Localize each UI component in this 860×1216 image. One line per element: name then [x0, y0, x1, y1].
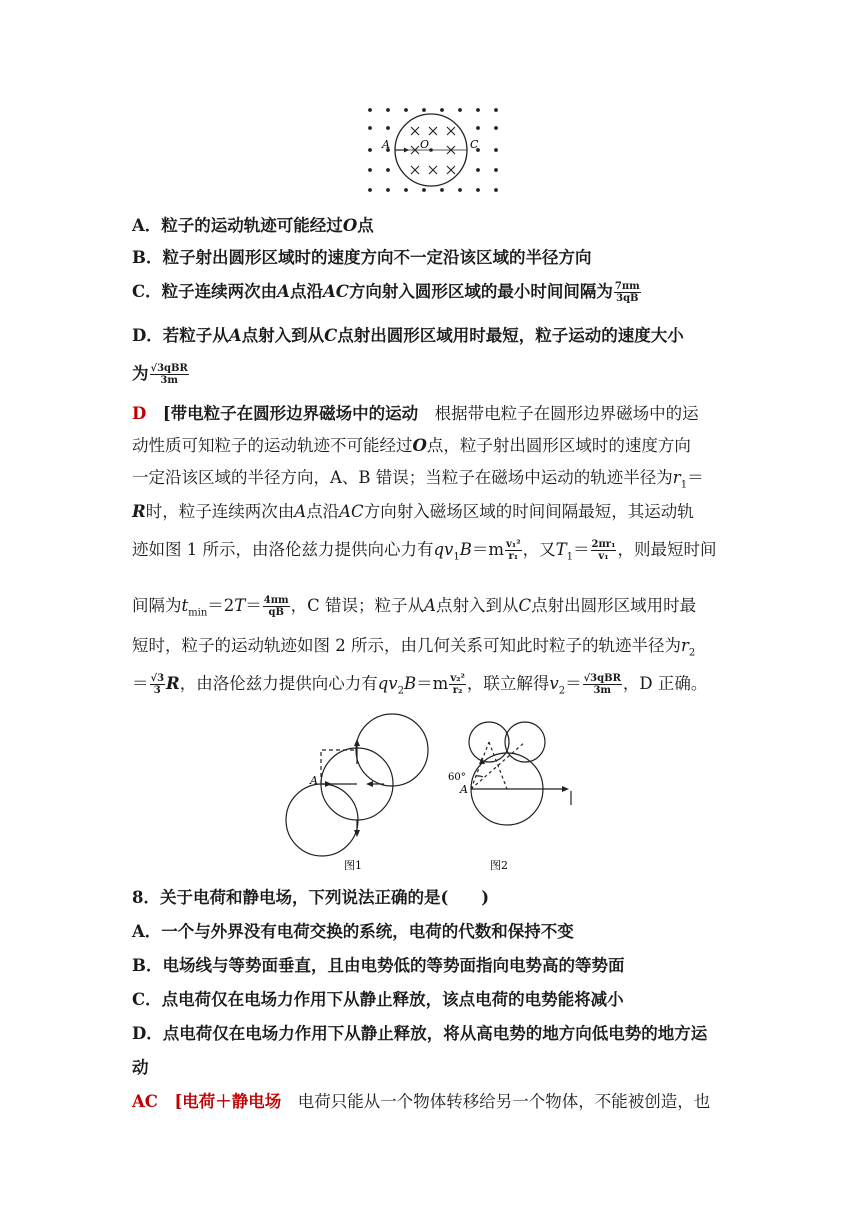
fig2-arrowhead-exit: [562, 786, 569, 792]
field-dot: [458, 108, 462, 112]
answer-q7-line3: 一定沿该区域的半径方向，A、B 错误；当粒子在磁场中运动的轨迹半径为$r_1=$: [132, 468, 704, 491]
field-dot: [494, 148, 498, 152]
fig1-arrowhead-left: [366, 781, 373, 787]
field-dot: [494, 188, 498, 192]
option-c-q8: C．点电荷仅在电场力作用下从静止释放，该点电荷的电势能将减小: [132, 990, 624, 1009]
fig2-label-a: A: [460, 783, 468, 796]
option-c-q7: C．粒子连续两次由A点沿AC方向射入圆形区域的最小时间间隔为 $\frac{7\pi m}{3qB}$: [132, 281, 640, 304]
fig2-label-60: 60°: [448, 772, 466, 783]
fig2-dashed-2: [489, 742, 507, 789]
fig1-label-a: A: [310, 774, 318, 787]
field-dot: [422, 108, 426, 112]
field-dot: [476, 188, 480, 192]
caption-fig1: 图1: [344, 859, 362, 872]
option-d-q7-cont: 为 $\frac{\text{√3qBR}}{3m}$: [132, 363, 188, 386]
field-dot: [494, 168, 498, 172]
field-dot: [458, 188, 462, 192]
fig1-trajectory-lower: [286, 784, 358, 856]
option-a-q8: A．一个与外界没有电荷交换的系统，电荷的代数和保持不变: [132, 922, 574, 941]
field-crosses: [411, 127, 455, 174]
fraction: $\frac{\text{v₂²}}{\text{r₂}}$: [450, 673, 465, 696]
field-dot: [422, 188, 426, 192]
field-cross: [447, 127, 455, 135]
fig2-dashed-1: [471, 742, 489, 789]
field-dot: [440, 188, 444, 192]
field-dot: [368, 148, 372, 152]
option-d-q8: D．点电荷仅在电场力作用下从静止释放，将从高电势的地方向低电势的地方运: [132, 1024, 708, 1043]
label-o: O: [420, 138, 430, 151]
field-dot: [368, 126, 372, 130]
fig1-arrowhead-up: [354, 739, 360, 746]
center-dot: [429, 148, 433, 152]
fraction: $\frac{4\pi m}{qB}$: [263, 595, 289, 618]
field-cross: [429, 166, 437, 174]
magnetic-field-figure: [364, 104, 504, 196]
velocity-arrow-head: [404, 148, 409, 153]
field-cross: [429, 127, 437, 135]
field-dot: [368, 108, 372, 112]
question-8-stem: 8．关于电荷和静电场，下列说法正确的是( ): [132, 888, 490, 907]
label-a: A: [382, 138, 390, 151]
caption-fig2: 图2: [490, 859, 508, 872]
fraction: $\frac{7\pi m}{3qB}$: [614, 281, 640, 304]
option-d-q7: D．若粒子从A点射入到从C点射出圆形区域用时最短，粒子运动的速度大小: [132, 326, 684, 345]
answer-q7-line7: 短时，粒子的运动轨迹如图 2 所示，由几何关系可知此时粒子的轨迹半径为$r_2$: [132, 636, 696, 659]
field-dot: [386, 188, 390, 192]
answer-q8-line1: AC [电荷＋静电场 电荷只能从一个物体转移给另一个物体，不能被创造，也: [132, 1092, 711, 1111]
answer-q7-line1: D [带电粒子在圆形边界磁场中的运动 根据带电粒子在圆形边界磁场中的运: [132, 404, 699, 423]
option-b-q7: B．粒子射出圆形区域时的速度方向不一定沿该区域的半径方向: [132, 248, 592, 267]
field-dot: [476, 126, 480, 130]
fig1-arrowhead-a: [325, 781, 332, 787]
fraction: $\frac{\text{2πr₁}}{\text{v₁}}$: [591, 539, 616, 562]
answer-q7-line4: R时，粒子连续两次由A点沿AC方向射入磁场区域的时间间隔最短，其运动轨: [132, 502, 694, 521]
fraction: $\frac{\text{√3qBR}}{3m}$: [150, 363, 188, 386]
fraction: $\frac{√3}{3}$: [150, 673, 165, 696]
answer-q7-line5: 迹如图 1 所示，由洛伦兹力提供向心力有$qv_1B=m$ $\frac{\text{v₁²}}{\text{r₁}}$ ，又$T_1=$ $\frac{\text{2πr₁}}{\text{v₁}}$ ，则最短时间: [132, 539, 717, 563]
field-dot: [440, 108, 444, 112]
field-dot: [386, 126, 390, 130]
field-dot: [386, 168, 390, 172]
fraction: $\frac{\text{v₁²}}{\text{r₁}}$: [506, 539, 521, 562]
answer-q7-line2: 动性质可知粒子的运动轨迹不可能经过O点，粒子射出圆形区域时的速度方向: [132, 436, 691, 455]
field-dot: [494, 108, 498, 112]
field-dot: [476, 108, 480, 112]
answer-q7-line6: 间隔为$t_{min}=2T=$ $\frac{4\pi m}{qB}$ ，C 错误；粒子从A点射入到从C点射出圆形区域用时最: [132, 595, 697, 619]
option-a-q7: A．粒子的运动轨迹可能经过O点: [132, 216, 374, 235]
label-c: C: [470, 138, 479, 151]
field-dot: [476, 168, 480, 172]
field-cross: [447, 166, 455, 174]
answer-q7-line8: ＝ $\frac{√3}{3}$ R，由洛伦兹力提供向心力有$qv_2B=m$ $\frac{\text{v₂²}}{\text{r₂}}$ ，联立解得$v_2=$ $\frac{\text{√3qBR}}{3m}$ ，D 正确。: [132, 673, 708, 697]
field-dot: [368, 168, 372, 172]
field-cross: [411, 166, 419, 174]
option-d-q8-cont: 动: [132, 1058, 149, 1077]
fig2-trajectory-b: [505, 722, 545, 762]
fig1-dashed-square: [321, 750, 357, 784]
field-dot: [404, 188, 408, 192]
option-b-q8: B．电场线与等势面垂直，且由电势低的等势面指向电势高的等势面: [132, 956, 625, 975]
fig2-angle-arc: [476, 776, 483, 777]
trajectory-figures: [280, 712, 590, 882]
field-dot: [404, 108, 408, 112]
field-dot: [368, 188, 372, 192]
field-dot: [386, 108, 390, 112]
field-cross: [411, 127, 419, 135]
field-dot: [494, 126, 498, 130]
fraction: $\frac{\text{√3qBR}}{3m}$: [583, 673, 621, 696]
